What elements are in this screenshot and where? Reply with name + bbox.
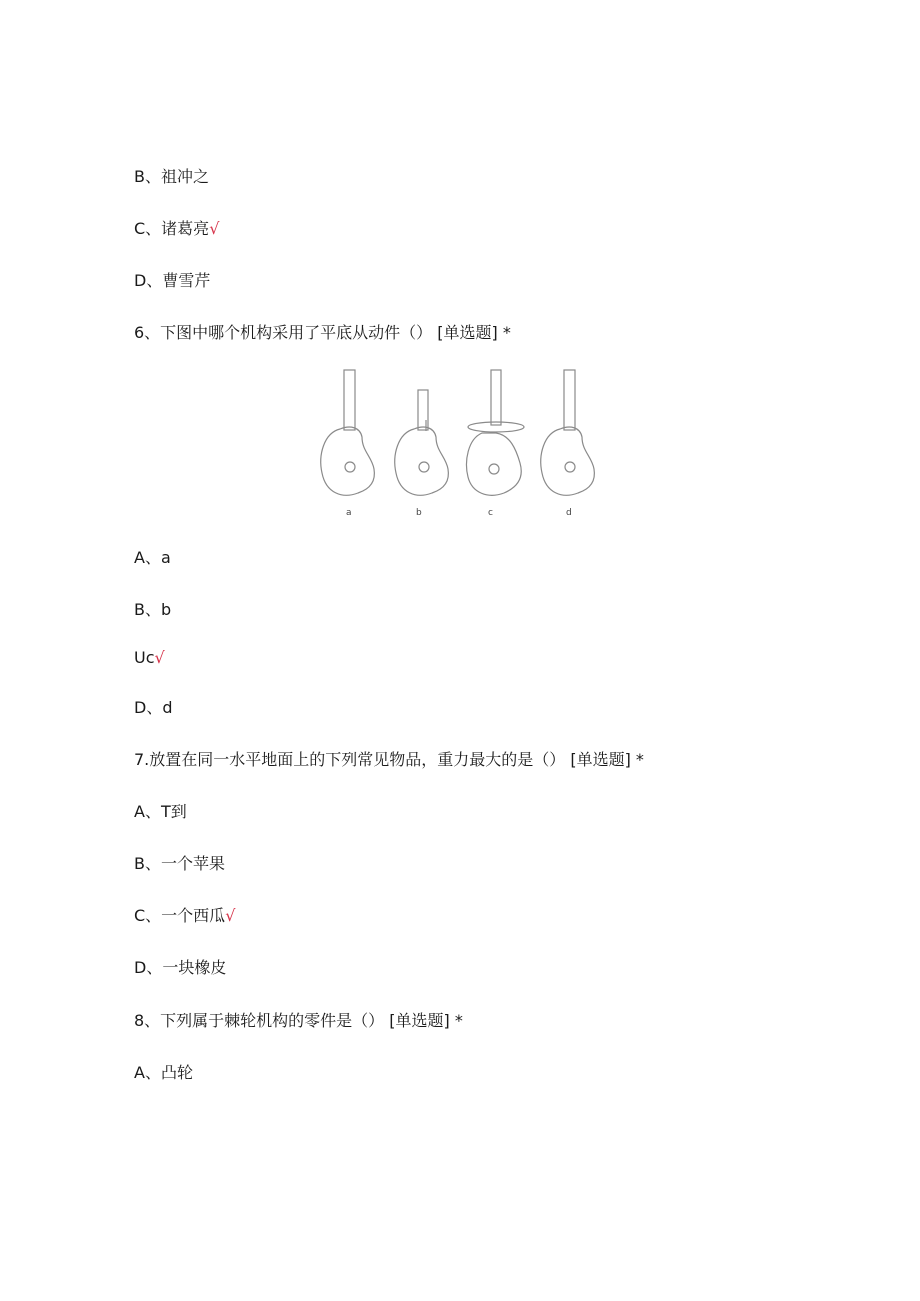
option-a-cam[interactable] <box>134 1062 193 1084</box>
option-text: D、一块橡皮 <box>134 958 227 977</box>
correct-mark: √ <box>154 648 165 667</box>
line-c-zhugeliang <box>134 218 219 240</box>
option-text: A、a <box>134 548 171 567</box>
cam-b <box>395 390 449 495</box>
question-text: 7.放置在同一水平地面上的下列常见物品，重力最大的是（） [单选题] * <box>134 750 644 769</box>
cam-mechanism-figure <box>310 365 606 523</box>
line-b-zuchongzhi <box>134 166 209 188</box>
question-7 <box>134 749 644 771</box>
line-text: B、祖冲之 <box>134 167 209 186</box>
cam-d <box>541 370 595 495</box>
question-text: 6、下图中哪个机构采用了平底从动件（） [单选题] * <box>134 323 511 342</box>
option-text: D、d <box>134 698 173 717</box>
option-d-d[interactable] <box>134 697 172 719</box>
option-text: A、凸轮 <box>134 1063 193 1082</box>
cam-c <box>467 370 524 495</box>
question-text: 8、下列属于棘轮机构的零件是（） [单选题] * <box>134 1011 463 1030</box>
option-c-watermelon[interactable] <box>134 905 235 927</box>
line-text: C、诸葛亮 <box>134 219 210 238</box>
option-text: C、一个西瓜 <box>134 906 226 925</box>
option-c-c[interactable] <box>134 647 165 669</box>
question-6 <box>134 322 511 344</box>
label-b: b <box>416 508 422 518</box>
option-a-a[interactable] <box>134 547 171 569</box>
option-text: A、T到 <box>134 802 187 821</box>
option-text: Uc <box>134 648 155 667</box>
option-b-b[interactable] <box>134 599 171 621</box>
label-d: d <box>566 508 572 518</box>
option-b-apple[interactable] <box>134 853 225 875</box>
option-text: B、b <box>134 600 172 619</box>
correct-mark: √ <box>225 906 236 925</box>
option-text: B、一个苹果 <box>134 854 225 873</box>
question-8 <box>134 1010 463 1032</box>
line-text: D、曹雪芹 <box>134 271 211 290</box>
label-c: c <box>488 508 493 518</box>
option-a-t[interactable] <box>134 801 187 823</box>
cam-a <box>321 370 375 495</box>
line-d-caoxueqin <box>134 270 210 292</box>
cam-diagram <box>310 365 606 523</box>
option-d-eraser[interactable] <box>134 957 226 979</box>
correct-mark: √ <box>209 219 220 238</box>
label-a: a <box>346 508 352 518</box>
